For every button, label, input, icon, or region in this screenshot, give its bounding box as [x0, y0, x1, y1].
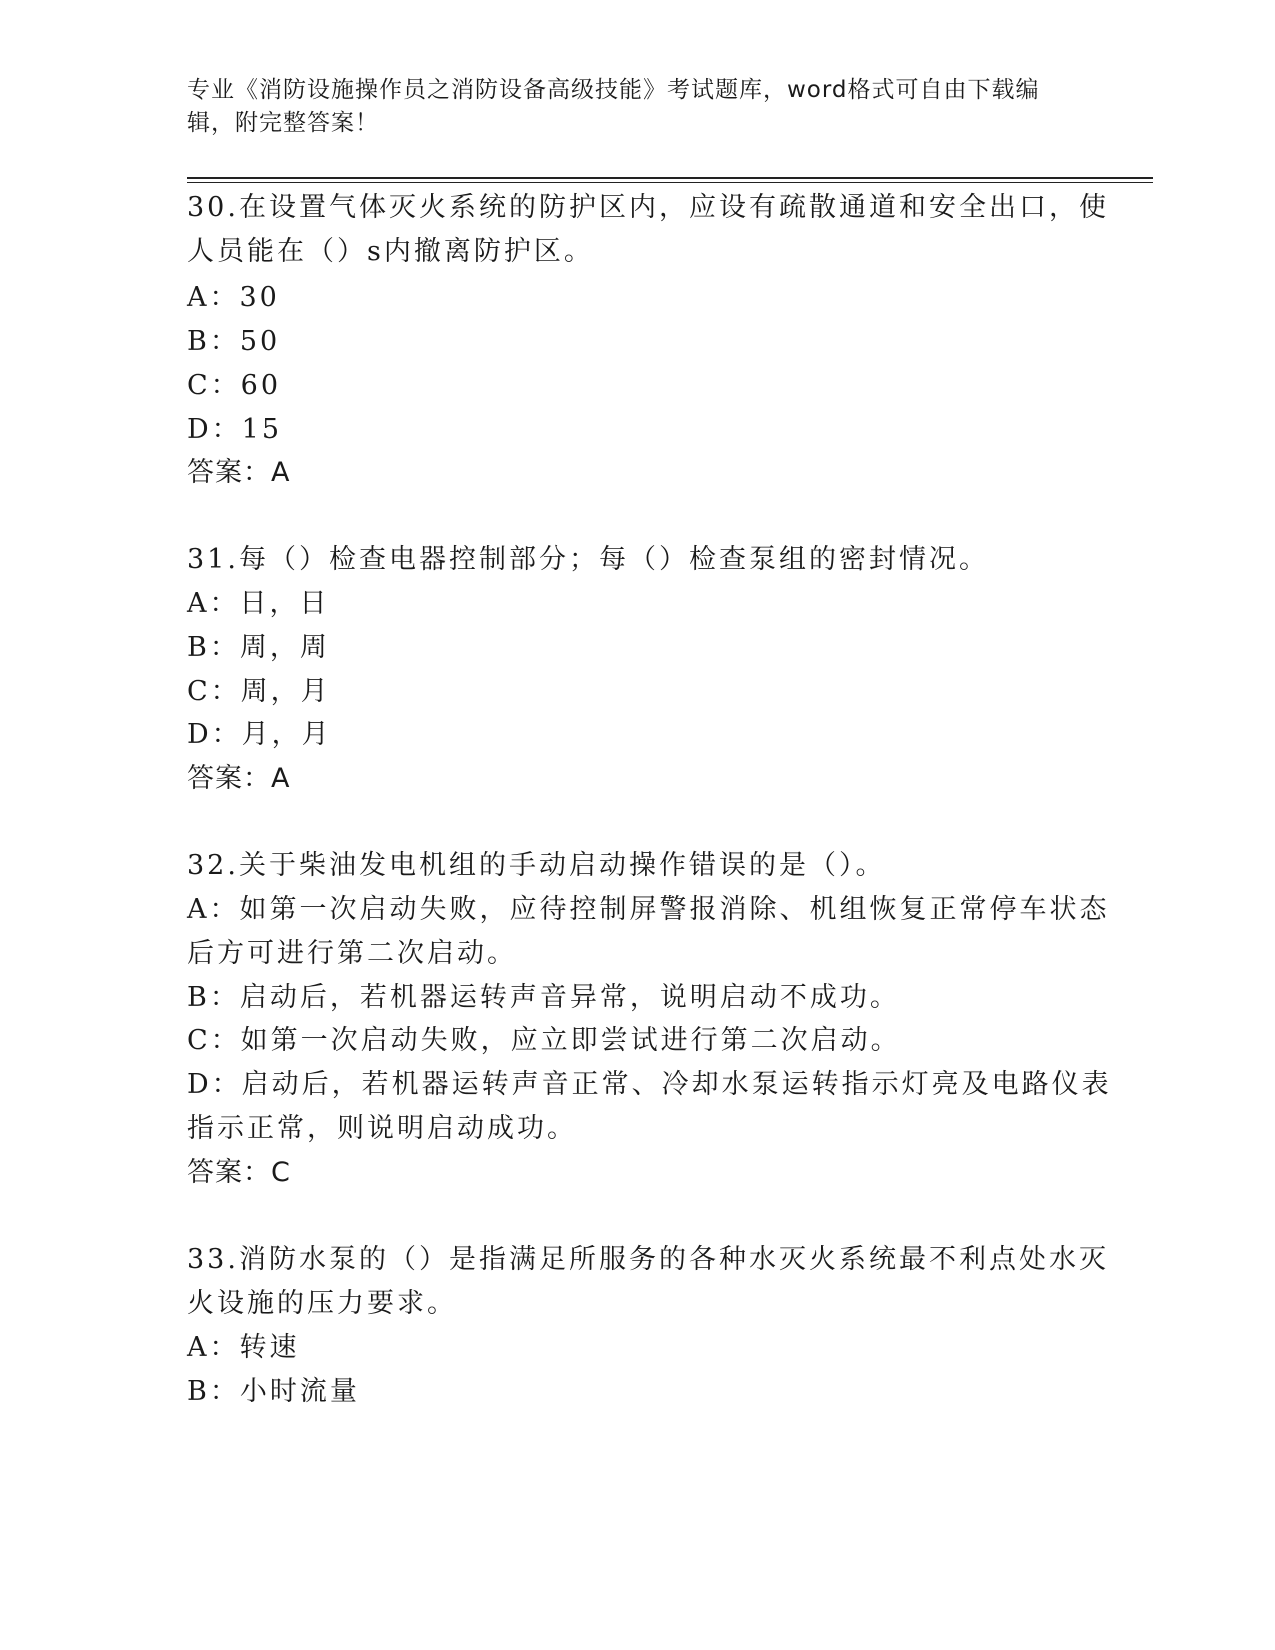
question-33-stem-line-1: 33.消防水泵的（）是指满足所服务的各种水灭火系统最不利点处水灭 — [187, 1244, 1109, 1275]
question-30-option-d: D：15 — [187, 414, 283, 445]
question-32-option-d-line-2: 指示正常，则说明启动成功。 — [187, 1113, 577, 1144]
question-31-answer: 答案：A — [187, 763, 291, 794]
question-32-option-a-line-2: 后方可进行第二次启动。 — [187, 938, 517, 969]
question-33-option-a: A：转速 — [187, 1332, 300, 1363]
question-31-option-d: D：月，月 — [187, 719, 332, 750]
header-divider-thin — [187, 182, 1153, 183]
header-divider-thick — [187, 177, 1153, 179]
question-30-stem-line-1: 30.在设置气体灭火系统的防护区内，应设有疏散通道和安全出口，使 — [187, 192, 1109, 223]
question-32-stem: 32.关于柴油发电机组的手动启动操作错误的是（）。 — [187, 850, 886, 881]
question-32-option-d-line-1: D：启动后，若机器运转声音正常、冷却水泵运转指示灯亮及电路仪表 — [187, 1069, 1112, 1100]
question-33-option-b: B：小时流量 — [187, 1376, 360, 1407]
question-32-option-a-line-1: A：如第一次启动失败，应待控制屏警报消除、机组恢复正常停车状态 — [187, 894, 1110, 925]
question-32-answer: 答案：C — [187, 1157, 291, 1188]
document-header: 专业《消防设施操作员之消防设备高级技能》考试题库，word格式可自由下载编辑，附完整答案！ — [187, 77, 1040, 136]
question-31-option-c: C：周，月 — [187, 676, 331, 707]
question-31-option-b: B：周，周 — [187, 632, 330, 663]
question-30-answer: 答案：A — [187, 457, 291, 488]
question-30-option-b: B：50 — [187, 326, 281, 357]
question-30-option-c: C：60 — [187, 370, 282, 401]
question-31-stem: 31.每（）检查电器控制部分；每（）检查泵组的密封情况。 — [187, 544, 989, 575]
question-30-stem-line-2: 人员能在（）s内撤离防护区。 — [187, 236, 594, 267]
question-31-option-a: A：日，日 — [187, 588, 330, 619]
question-32-option-b: B：启动后，若机器运转声音异常，说明启动不成功。 — [187, 982, 900, 1013]
question-30-option-a: A：30 — [187, 282, 280, 313]
question-32-option-c: C：如第一次启动失败，应立即尝试进行第二次启动。 — [187, 1025, 901, 1056]
question-33-stem-line-2: 火设施的压力要求。 — [187, 1288, 457, 1319]
